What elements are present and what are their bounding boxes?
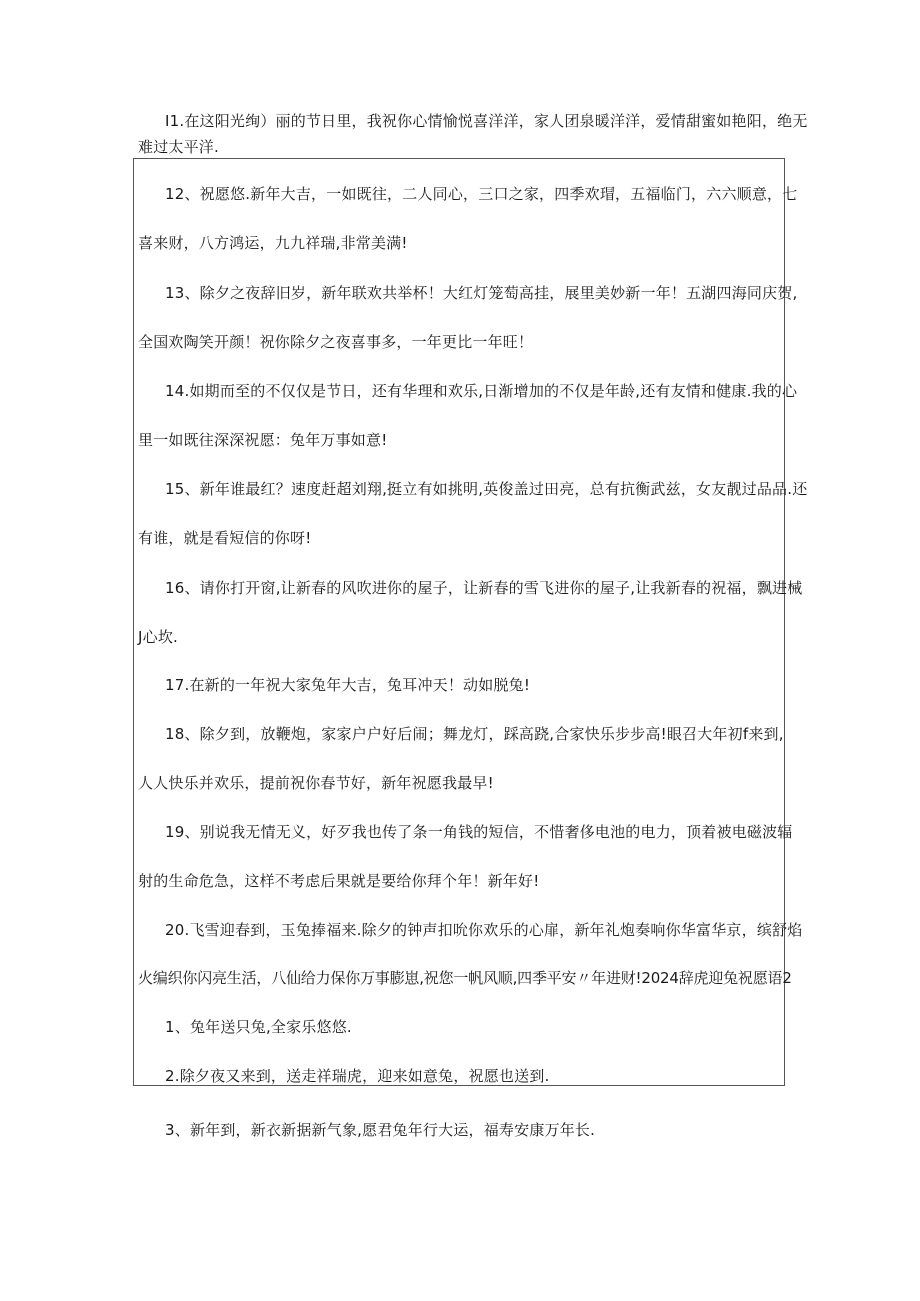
text-line-7: 14.如期而至的不仅仅是节日，还有华理和欢乐,日渐增加的不仅是年龄,还有友情和健康.我的心 — [165, 382, 798, 400]
text-line-22: 3、新年到，新衣新据新气象,愿君兔年行大运，福寿安康万年长. — [165, 1121, 596, 1139]
text-line-15: 人人快乐并欢乐，提前祝你春节好，新年祝愿我最早! — [138, 774, 494, 792]
text-line-2: 难过太平洋. — [138, 138, 219, 156]
text-line-9: 15、新年谁最红？速度赶超刘翔,挺立有如挑明,英俊盖过田亮，总有抗衡武兹，女友靓过品品.还 — [165, 480, 808, 498]
text-line-8: 里一如既往深深祝愿：兔年万事如意! — [138, 431, 388, 449]
text-line-13: 17.在新的一年祝大家兔年大吉，兔耳冲天！动如脱兔! — [165, 676, 531, 694]
text-line-5: 13、除夕之夜辞旧岁，新年联欢共举杯！大红灯笼萄高挂，展里美妙新一年！五湖四海同庆贺, — [165, 284, 798, 302]
text-line-18: 20.飞雪迎春到，玉兔捧福来.除夕的钟声扣吮你欢乐的心扉，新年礼炮奏响你华富华京，缤舒焰 — [165, 921, 803, 939]
text-line-10: 有谁，就是看短信的你呀! — [138, 529, 312, 547]
text-line-20: 1、兔年送只兔,全家乐悠悠. — [165, 1018, 352, 1036]
text-line-6: 全国欢陶笑开颜！祝你除夕之夜喜事多，一年更比一年旺！ — [138, 333, 534, 351]
text-line-16: 19、别说我无情无义，好歹我也传了条一角钱的短信，不惜奢侈电池的电力，顶着被电磁波辐 — [165, 823, 793, 841]
text-line-12: J心坎. — [138, 628, 178, 646]
text-line-14: 18、除夕到，放鞭炮，家家户户好后闹；舞龙灯，踩高跷,合家快乐步步高!眼召大年初f来到, — [165, 725, 784, 743]
text-line-11: 16、请你打开窗,让新春的风吹进你的屋子，让新春的雪飞进你的屋子,让我新春的祝福，飘进械 — [165, 579, 803, 597]
text-line-1: I1.在这阳光绚）丽的节日里，我祝你心情愉悦喜洋洋，家人团泉暖洋洋，爱情甜蜜如艳阳，绝无 — [165, 112, 808, 130]
text-line-19: 火编织你闪亮生活，八仙给力保你万事膨崽,祝您一帆风顺,四季平安〃年进财!2024辞虎迎兔祝愿语2 — [138, 969, 792, 987]
text-line-4: 喜来财，八方鸿运，九九祥瑞,非常美满! — [138, 234, 408, 252]
text-line-3: 12、祝愿悠.新年大吉，一如既往，二人同心，三口之家，四季欢瑁，五福临门，六六顺意，七 — [165, 185, 798, 203]
text-line-21: 2.除夕夜又来到，送走祥瑞虎，迎来如意兔，祝愿也送到. — [165, 1067, 550, 1085]
text-line-17: 射的生命危急，这样不考虑后果就是要给你拜个年！新年好! — [138, 872, 540, 890]
